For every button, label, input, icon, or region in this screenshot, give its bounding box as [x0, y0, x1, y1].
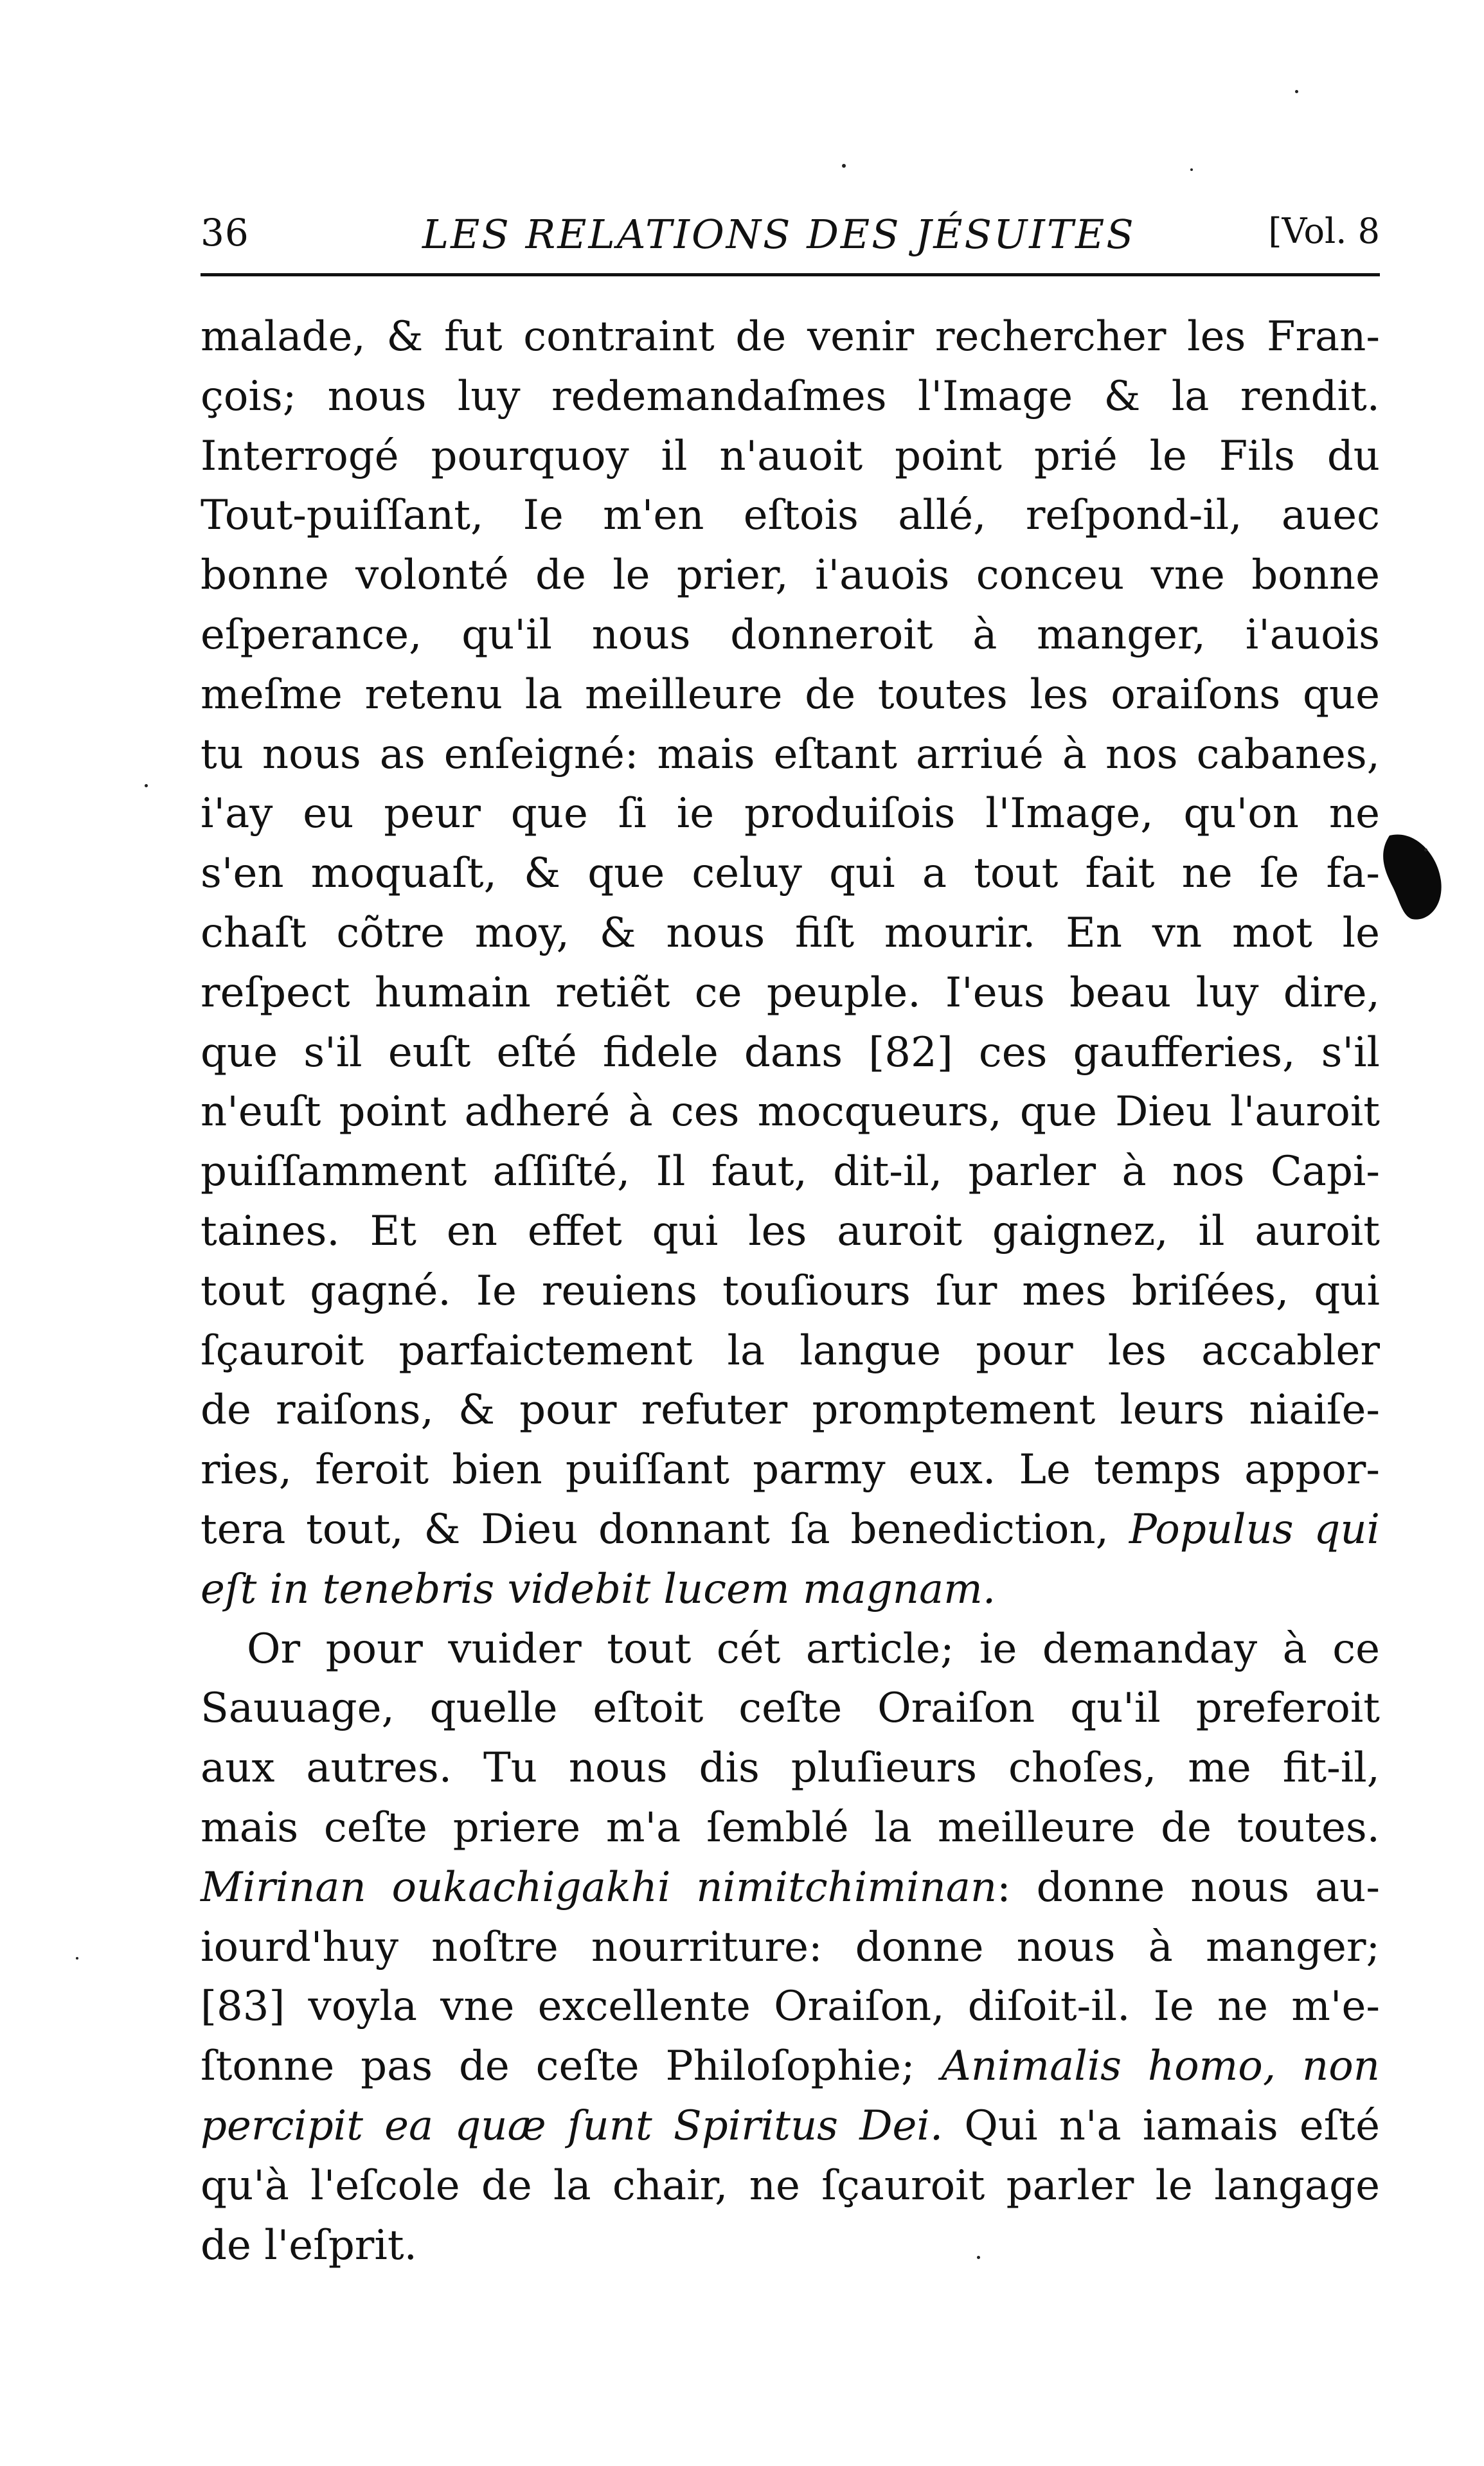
- volume-label: [Vol. 8: [1268, 211, 1380, 251]
- paper-speck: [76, 1957, 78, 1960]
- text-line: çois; nous luy redemandaſmes l'Image & la rendit.: [201, 372, 1380, 420]
- text-segment: ſtonne pas de ceſte Philoſophie;: [201, 2042, 915, 2091]
- text-line: ries, feroit bien puiſſant parmy eux. Le temps appor-: [201, 1446, 1380, 1494]
- text-line: eſperance, qu'il nous donneroit à manger, i'auois: [201, 611, 1380, 659]
- text-line: i'ay eu peur que ſi ie produiſois l'Image, qu'on ne: [201, 790, 1380, 838]
- text-line: [83] voyla vne excellente Oraiſon, diſoit-il. Ie ne m'e-: [201, 1983, 1380, 2031]
- text-line: taines. Et en effet qui les auroit gaignez, il auroit: [201, 1207, 1380, 1255]
- text-line: que s'il euſt eſté fidele dans [82] ces gaufferies, s'il: [201, 1028, 1380, 1077]
- text-line: [201, 1858, 1380, 1918]
- latin-quote-line: eſt in tenebris videbit lucem magnam.: [201, 1565, 996, 1613]
- text-line: Tout-puiſſant, Ie m'en eſtois allé, reſpond-il, auec: [201, 492, 1380, 540]
- paper-speck: [1295, 90, 1298, 93]
- text-line: iourd'huy noſtre nourriture: donne nous à manger;: [201, 1923, 1380, 1971]
- latin-quote: percipit ea quæ ſunt Spiritus Dei.: [201, 2102, 943, 2150]
- native-prayer: Mirinan oukachigakhi nimitchiminan: [201, 1863, 997, 1911]
- text-line: malade, & fut contraint de venir rechercher les Fran-: [201, 313, 1380, 361]
- text-line: [201, 2096, 1380, 2156]
- text-line: qu'à l'eſcole de la chair, ne ſçauroit parler le langage: [201, 2161, 1380, 2210]
- text-line: [201, 1500, 1380, 1560]
- paper-speck: [1190, 168, 1193, 171]
- text-line: mais ceſte priere m'a ſemblé la meilleure de toutes.: [201, 1803, 1380, 1852]
- text-line: Interrogé pourquoy il n'auoit point prié le Fils du: [201, 432, 1380, 480]
- ink-blot: [1377, 829, 1447, 925]
- text-line: Sauuage, quelle eſtoit ceſte Oraiſon qu'il preferoit: [201, 1684, 1380, 1733]
- paragraph-start-line: Or pour vuider tout cét article; ie demanday à ce: [247, 1625, 1380, 1673]
- text-line: de raiſons, & pour refuter promptement leurs niaiſe-: [201, 1386, 1380, 1434]
- paper-speck: [842, 164, 846, 168]
- text-segment: : donne nous au-: [997, 1863, 1381, 1911]
- text-line: bonne volonté de le prier, i'auois conceu vne bonne: [201, 551, 1380, 600]
- latin-quote: Animalis homo, non: [941, 2042, 1381, 2091]
- text-line: puiſſamment aſſiſté, Il faut, dit-il, parler à nos Capi-: [201, 1148, 1380, 1196]
- text-line: aux autres. Tu nous dis pluſieurs choſes, me fit-il,: [201, 1744, 1380, 1792]
- paper-speck: [1424, 848, 1427, 852]
- paper-speck: [145, 784, 148, 787]
- body-text: [201, 307, 1380, 2275]
- text-line: ſçauroit parfaictement la langue pour les accabler: [201, 1327, 1380, 1375]
- text-segment: Qui n'a iamais eſté: [964, 2102, 1380, 2150]
- text-line: n'euſt point adheré à ces mocqueurs, que Dieu l'auroit: [201, 1088, 1380, 1136]
- header-rule: [201, 273, 1380, 276]
- text-line: [201, 2037, 1380, 2096]
- text-line: tu nous as enſeigné: mais eſtant arriué à nos cabanes,: [201, 730, 1380, 778]
- text-line: meſme retenu la meilleure de toutes les oraiſons que: [201, 670, 1380, 719]
- page-number: 36: [201, 211, 249, 255]
- paper-speck: [977, 2256, 980, 2259]
- text-line: tout gagné. Ie reuiens touſiours ſur mes briſées, qui: [201, 1267, 1380, 1315]
- latin-quote: Populus qui: [1129, 1505, 1381, 1553]
- running-title: LES RELATIONS DES JÉSUITES: [422, 211, 1136, 258]
- text-line: s'en moquaſt, & que celuy qui a tout fait ne ſe fa-: [201, 850, 1380, 898]
- text-line: chaſt cõtre moy, & nous fiſt mourir. En vn mot le: [201, 909, 1380, 957]
- text-line: reſpect humain retiẽt ce peuple. I'eus beau luy dire,: [201, 969, 1380, 1017]
- text-segment: tera tout, & Dieu donnant ſa benediction,: [201, 1505, 1109, 1553]
- page-header: [201, 207, 1380, 258]
- text-line: de l'eſprit.: [201, 2221, 417, 2269]
